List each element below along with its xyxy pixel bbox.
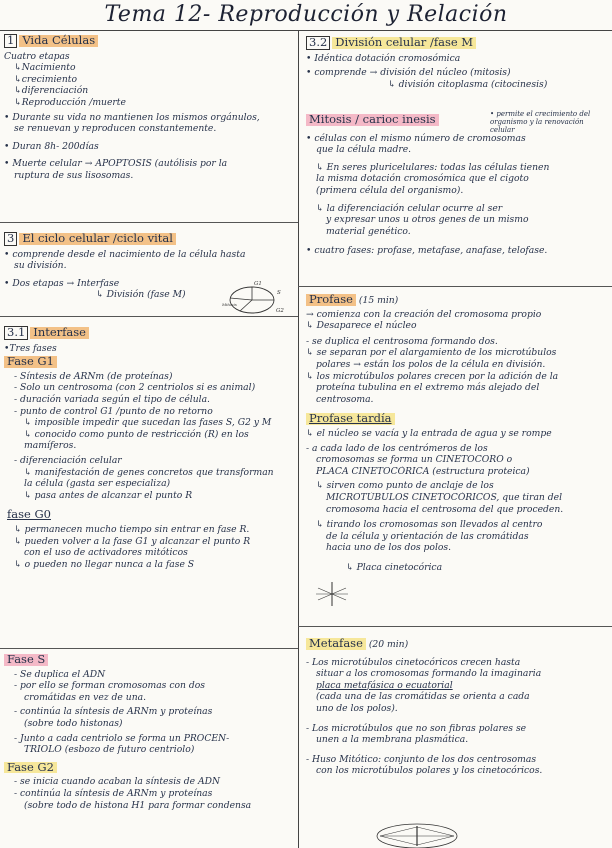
text-line: - se inicia cuando acaban la síntesis de ADN — [14, 776, 221, 788]
text-line: ↳ los microtúbulos polares crecen por la adición de la — [306, 370, 559, 382]
text-line: ↳ se separan por el alargamiento de los microtúbulos — [306, 347, 557, 359]
text-line: MICROTÚBULOS CINETOCÓRICOS, que tiran del — [326, 491, 563, 503]
text-line: • Muerte celular → APOPTOSIS (autólisis por la — [4, 158, 228, 170]
section-fase-s — [4, 652, 296, 811]
text-line: (sobre todo de histona H1 para formar condensa — [24, 799, 252, 811]
duration-label: (20 min) — [368, 639, 409, 650]
section-vida-celulas — [4, 32, 296, 182]
left-section-divider — [0, 222, 298, 223]
page-title: Tema 12- Reproducción y Relación — [104, 2, 508, 27]
section-title: Mitosis / carioc inesis — [306, 114, 439, 126]
left-section-divider — [0, 648, 298, 649]
text-line: • Idéntica dotación cromosómica — [306, 52, 461, 64]
text-line: que la célula madre. — [316, 144, 412, 156]
text-line: se renuevan y reproducen constantemente. — [14, 123, 217, 135]
header-divider — [0, 30, 612, 31]
section-number: 3.2 — [306, 36, 330, 50]
text-line: - Huso Mitótico: conjunto de los dos centrosomas — [306, 753, 537, 765]
side-note: • permite el crecimiento del organismo y la renovación celular — [490, 110, 591, 134]
text-line: - duración variada según el tipo de célula. — [14, 393, 210, 405]
section-profase — [306, 292, 608, 573]
text-line: la célula (gasta ser especializa) — [24, 478, 171, 490]
section-mitosis — [306, 112, 608, 257]
text-line: - se duplica el centrosoma formando dos. — [306, 335, 498, 347]
text-line: polares → están los polos de la célula en división. — [316, 358, 546, 370]
text-line: cromosomas se forma un CINETOCORO o — [316, 454, 513, 466]
text-line: (cada una de las cromátidas se orienta a cada — [316, 691, 530, 703]
text-line: → comienza con la creación del cromosoma propio — [306, 308, 542, 320]
section-interfase — [4, 324, 296, 570]
section-number: 3 — [4, 232, 17, 246]
text-line: - Los microtúbulos que no son fibras polares se — [306, 722, 527, 734]
text-line: mamíferos. — [24, 440, 77, 452]
text-line: - diferenciación celular — [14, 454, 122, 466]
mitotic-spindle-sketch — [372, 818, 462, 848]
text-line: PLACA CINETOCÓRICA (estructura proteica) — [316, 465, 530, 477]
text-line: - continúa la síntesis de ARNm y proteínas — [14, 706, 213, 718]
text-line: - Los microtúbulos cinetocóricos crecen hasta — [306, 656, 521, 668]
section-title: Interfase — [30, 327, 89, 339]
right-section-divider — [298, 286, 612, 287]
section-title: Profase — [306, 294, 356, 306]
text-line: ↳ Placa cinetocórica — [346, 561, 443, 573]
text-line: - Síntesis de ARNm (de proteínas) — [14, 370, 173, 382]
text-line: ↳ permanecen mucho tiempo sin entrar en fase R. — [14, 523, 250, 535]
text-line: unen a la membrana plasmática. — [316, 734, 469, 746]
text-line: • cuatro fases: profase, metafase, anafase, telofase. — [306, 245, 548, 257]
kinetochore-sketch — [314, 580, 350, 608]
text-line: de la célula y orientación de las cromátidas — [326, 530, 529, 542]
text-line: - punto de control G1 /punto de no retorno — [14, 405, 213, 417]
text-line: - Junto a cada centriolo se forma un PROCEN- — [14, 732, 230, 744]
text-line: • comprende desde el nacimiento de la célula hasta — [4, 248, 246, 260]
text-line: uno de los polos). — [316, 702, 398, 714]
text-line: proteína tubulina en el extremo más alejado del — [316, 382, 540, 394]
text-line: con el uso de activadores mitóticos — [24, 547, 188, 559]
right-section-divider — [298, 626, 612, 627]
text-line: y expresar unos u otros genes de un mismo — [326, 214, 529, 226]
text-line: situar a los cromosomas formando la imaginaria — [316, 668, 542, 680]
text-line: ↳ Desaparece el núcleo — [306, 320, 417, 332]
text-line: placa metafásica o ecuatorial — [316, 679, 453, 691]
cell-cycle-diagram — [222, 280, 298, 320]
g2-label: G2 — [276, 308, 284, 314]
text-line: - Se duplica el ADN — [14, 668, 106, 680]
text-line: - a cada lado de los centrómeros de los — [306, 442, 488, 454]
text-line: ↳ tirando los cromosomas son llevados al centro — [316, 519, 543, 531]
text-line: ↳diferenciación — [14, 85, 89, 97]
text-line: (primera célula del organismo). — [316, 184, 464, 196]
g1-label: G1 — [254, 281, 262, 287]
text-line: su división. — [14, 260, 67, 272]
column-divider — [298, 30, 299, 848]
mitosis-label: Mitosis — [222, 302, 237, 307]
text-line: ↳ la diferenciación celular ocurre al ser — [316, 202, 503, 214]
text-line: ↳ División (fase M) — [96, 289, 186, 301]
subsection-title: fase G0 — [7, 507, 51, 522]
text-line: - continúa la síntesis de ARNm y proteínas — [14, 787, 213, 799]
text-line: • comprende → división del núcleo (mitosis) — [306, 67, 511, 79]
section-number: 3.1 — [4, 326, 28, 340]
text-line: con los microtúbulos polares y los cinetocóricos. — [316, 765, 543, 777]
section-title: División celular /fase M — [332, 37, 476, 49]
subsection-title: Profase tardía — [306, 413, 395, 425]
text-line: ↳ En seres pluricelulares: todas las células tienen — [316, 161, 550, 173]
subsection-title: Fase S — [4, 654, 48, 666]
text-line: • Duran 8h- 200días — [4, 140, 99, 152]
subsection-title: Fase G1 — [4, 356, 57, 368]
section-division-celular — [306, 34, 608, 90]
text-line: ↳ o pueden no llegar nunca a la fase S — [14, 558, 195, 570]
text-line: (sobre todo histonas) — [24, 717, 123, 729]
section-title: El ciclo celular /ciclo vital — [19, 233, 176, 245]
section-number: 1 — [4, 34, 17, 48]
text-line: • células con el mismo número de cromosomas — [306, 132, 526, 144]
text-line: - por ello se forman cromosomas con dos — [14, 680, 205, 692]
text-line: ruptura de sus lisosomas. — [14, 169, 134, 181]
text-line: ↳Reproducción /muerte — [14, 96, 126, 108]
text-line: ↳crecimiento — [14, 73, 77, 85]
text-line: ↳ conocido como punto de restricción (R) en los — [24, 428, 249, 440]
text-line: TRIOLO (esbozo de futuro centriolo) — [24, 744, 195, 756]
text-line: ↳ división citoplasma (citocinesis) — [388, 78, 548, 90]
text-line: ↳ el núcleo se vacía y la entrada de agua y se rompe — [306, 427, 552, 439]
text-line: cromosoma hacia el centrosoma del que proceden. — [326, 503, 564, 515]
text-line: la misma dotación cromosómica que el cigoto — [316, 173, 529, 185]
text-line: material genético. — [326, 225, 411, 237]
section-title: Metafase — [306, 638, 366, 650]
section-metafase — [306, 636, 608, 777]
text-line: ↳ manifestación de genes concretos que transforman — [24, 466, 274, 478]
text-line: hacia uno de los dos polos. — [326, 542, 452, 554]
text-line: • Dos etapas → Interfase — [4, 277, 120, 289]
text-line: ↳ pueden volver a la fase G1 y alcanzar el punto R — [14, 535, 251, 547]
text-line: Cuatro etapas — [4, 50, 70, 62]
s-label: S — [277, 290, 281, 296]
duration-label: (15 min) — [358, 295, 399, 306]
text-line: centrosoma. — [316, 393, 374, 405]
text-line: ↳ imposible impedir que sucedan las fases S, G2 y M — [24, 417, 272, 429]
text-line: ↳ sirven como punto de anclaje de los — [316, 480, 494, 492]
text-line: - Solo un centrosoma (con 2 centriolos si es animal) — [14, 382, 256, 394]
section-title: Vida Células — [19, 35, 98, 47]
text-line: • Durante su vida no mantienen los mismos orgánulos, — [4, 111, 260, 123]
text-line: •Tres fases — [4, 342, 57, 354]
text-line: ↳Nacimiento — [14, 62, 76, 74]
text-line: cromátidas en vez de una. — [24, 691, 147, 703]
text-line: ↳ pasa antes de alcanzar el punto R — [24, 489, 193, 501]
subsection-title: Fase G2 — [4, 762, 57, 774]
